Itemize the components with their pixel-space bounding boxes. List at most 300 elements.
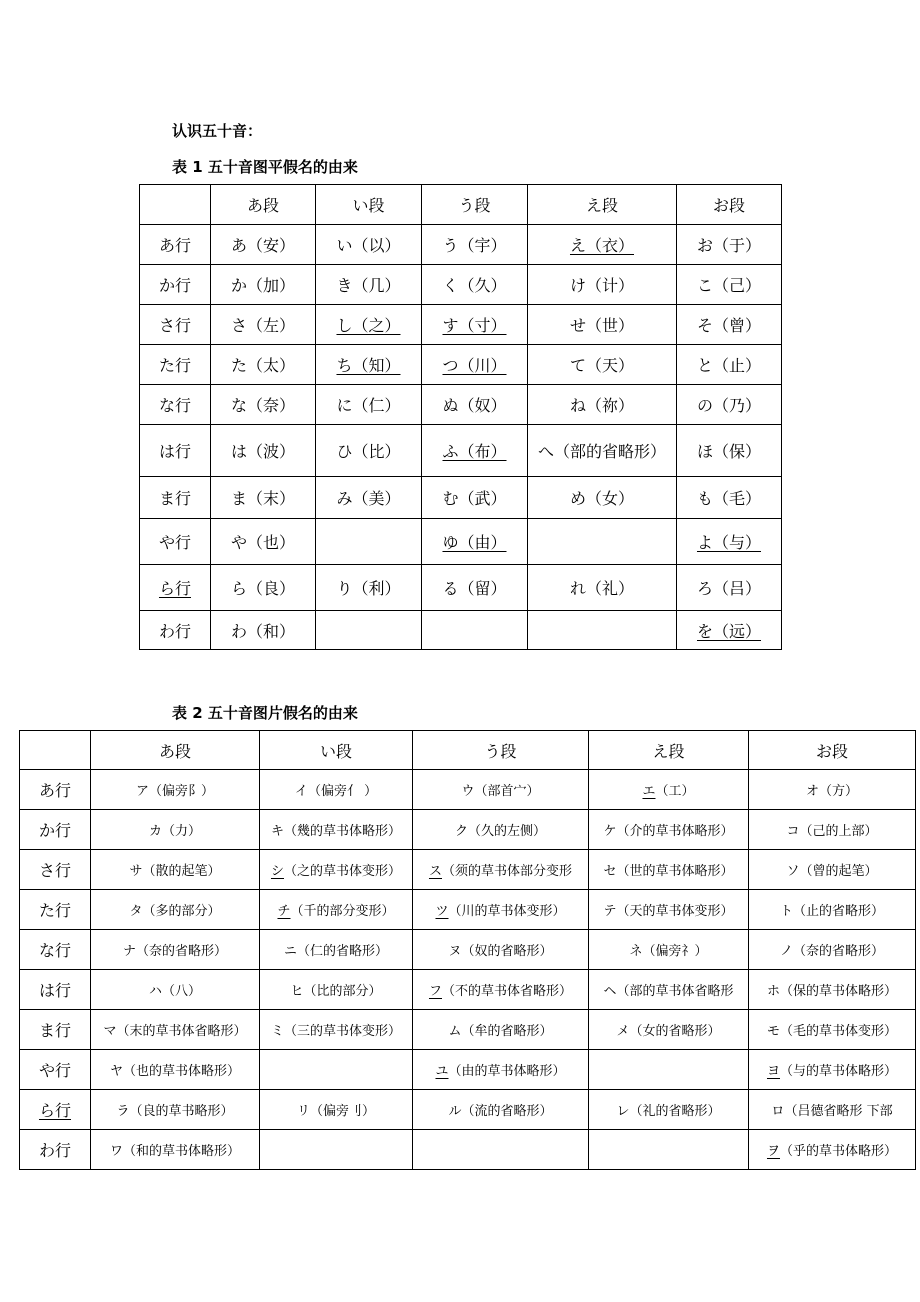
row-label-text: さ行 [158,316,191,335]
katakana-origin-note: （仁的省略形） [297,944,389,959]
katakana-origin-note: （不的草书体省略形） [442,984,573,999]
table2-cell [91,810,260,850]
katakana-char: ス [428,864,442,879]
hiragana-origin: ち（知） [336,356,401,375]
hiragana-origin: か（加） [230,276,295,295]
table1-cell [211,519,316,565]
table2-cell [589,1050,749,1090]
table1-cell [677,425,782,477]
katakana-char: モ [766,1024,780,1039]
row-label-text: な行 [158,396,191,415]
katakana-origin-note: （世的草书体略形） [616,864,734,879]
hiragana-origin: ひ（比） [336,442,401,461]
katakana-char: ロ [771,1104,785,1119]
table1-row [140,265,782,305]
katakana-char: レ [616,1104,630,1119]
row-label-text: わ行 [38,1141,71,1160]
table2-row-label [20,930,91,970]
katakana-char: ヲ [766,1144,780,1159]
katakana-origin-note: （偏旁亻 ） [307,784,378,799]
katakana-origin-note: （毛的草书体变形） [780,1024,898,1039]
table1-row-label [140,385,211,425]
hiragana-origin: え（衣） [569,236,634,255]
katakana-char: ヌ [448,944,462,959]
katakana-origin-note: （止的省略形） [793,904,885,919]
hiragana-origin: せ（世） [569,316,634,335]
katakana-origin-note: （天的草书体变形） [616,904,734,919]
row-label-text: は行 [158,442,191,461]
row-label-text: ま行 [38,1021,71,1040]
table1-cell [316,425,422,477]
table1-row-label [140,425,211,477]
table1-cell [316,611,422,650]
table2-cell [91,1050,260,1090]
table2-row-label [20,850,91,890]
table2-row-label [20,770,91,810]
katakana-char: マ [103,1024,117,1039]
katakana-origin-note: （久的左侧） [468,824,547,839]
katakana-char: ヨ [766,1064,780,1079]
katakana-origin-note: （多的部分） [142,904,221,919]
table2-cell [413,930,589,970]
katakana-char: セ [603,864,617,879]
table2-row [20,810,916,850]
katakana-origin-note: （曾的起笔） [799,864,878,879]
hiragana-origin: よ（与） [696,533,761,552]
table2-row [20,970,916,1010]
katakana-origin-note: （保的草书体略形） [780,984,898,999]
table2-cell [589,770,749,810]
table1-header-cell: お段 [677,185,782,225]
katakana-origin-note: （千的部分变形） [290,904,395,919]
table2-row [20,930,916,970]
table2-caption: 表 2 五十音图片假名的由来 [172,704,358,722]
katakana-char: ト [779,904,793,919]
katakana-char: タ [129,904,143,919]
table1-cell [316,477,422,519]
table1-row-label [140,305,211,345]
katakana-char: ウ [461,784,475,799]
table2-row [20,1130,916,1170]
hiragana-origin-table [139,184,782,650]
table2-cell [413,1130,589,1170]
table1-cell [316,385,422,425]
table2-cell [589,810,749,850]
hiragana-origin: つ（川） [442,356,507,375]
table2-cell [260,810,413,850]
katakana-char: キ [270,824,284,839]
table1-cell [211,565,316,611]
table2-cell [589,850,749,890]
hiragana-origin: さ（左） [230,316,295,335]
katakana-origin-note: （乎的草书体略形） [780,1144,898,1159]
table1-cell [316,345,422,385]
katakana-char: ム [448,1024,462,1039]
hiragana-origin: も（毛） [696,489,761,508]
katakana-origin-note: （奈的省略形） [793,944,885,959]
table2-row-label [20,1090,91,1130]
table2-cell [589,1010,749,1050]
table2-cell [91,930,260,970]
katakana-origin-note: （偏旁礻） [642,944,708,959]
table2-cell [589,970,749,1010]
katakana-origin-note: （偏旁刂） [310,1104,376,1119]
table2-cell [91,1010,260,1050]
table1-cell [422,425,528,477]
row-label-text: は行 [38,981,71,1000]
row-label-text: さ行 [38,861,71,880]
table1-header-cell [140,185,211,225]
table1-cell [211,611,316,650]
table1-cell [528,519,677,565]
hiragana-origin: の（乃） [696,396,761,415]
table1-cell [528,611,677,650]
table2-cell [749,1050,916,1090]
katakana-char: ラ [116,1104,130,1119]
table1-cell [422,265,528,305]
katakana-char: ヒ [290,984,304,999]
table2-row-label [20,970,91,1010]
table1-cell [422,611,528,650]
katakana-char: フ [428,984,442,999]
table2-cell [749,970,916,1010]
katakana-origin-note: （也的草书体略形） [123,1064,241,1079]
hiragana-origin: あ（安） [230,236,295,255]
hiragana-origin: ね（祢） [569,396,634,415]
hiragana-origin: へ（部的省略形） [537,442,666,461]
table2-cell [749,1130,916,1170]
table1-header-row [140,185,782,225]
katakana-origin-note: （方） [819,784,859,799]
table1-caption: 表 1 五十音图平假名的由来 [172,158,358,176]
table2-cell [91,850,260,890]
table1-header-cell: う段 [422,185,528,225]
katakana-origin-note: （部的草书体省略形 [616,984,734,999]
row-label-text: あ行 [38,781,71,800]
table2-cell [413,770,589,810]
katakana-origin-note: （力） [162,824,202,839]
table1-cell [677,611,782,650]
table1-cell [677,519,782,565]
table2-header-row [20,731,916,770]
table2-row-label [20,810,91,850]
table2-cell [413,850,589,890]
table2-cell [260,1050,413,1090]
hiragana-origin: ぬ（奴） [442,396,507,415]
table1-cell [211,477,316,519]
katakana-origin-note: （幾的草书体略形） [284,824,402,839]
hiragana-origin: れ（礼） [569,579,634,598]
table2-header-cell: う段 [413,731,589,770]
hiragana-origin: ら（良） [230,579,295,598]
hiragana-origin: と（止） [696,356,761,375]
table1-cell [528,225,677,265]
table1-cell [422,305,528,345]
katakana-origin-note: （与的草书体略形） [780,1064,898,1079]
hiragana-origin: て（天） [569,356,634,375]
table2-header-cell [20,731,91,770]
table1-cell [316,225,422,265]
table1-cell [528,477,677,519]
table2-cell [749,1090,916,1130]
katakana-char: ワ [109,1144,123,1159]
table2-cell [749,1010,916,1050]
table1-cell [316,305,422,345]
katakana-char: ナ [122,944,136,959]
katakana-origin-note: （末的草书体省略形） [116,1024,247,1039]
table2-cell [749,890,916,930]
hiragana-origin: お（于） [696,236,761,255]
katakana-char: ク [454,824,468,839]
table1-cell [677,385,782,425]
table1-cell [422,385,528,425]
table2-cell [260,1130,413,1170]
table2-row [20,850,916,890]
katakana-char: コ [786,824,800,839]
table2-cell [413,1050,589,1090]
katakana-origin-note: （八） [162,984,202,999]
hiragana-origin: こ（己） [696,276,761,295]
table2-header-cell: え段 [589,731,749,770]
table1-cell [677,265,782,305]
katakana-origin-note: （部首宀） [474,784,540,799]
hiragana-origin: り（利） [336,579,401,598]
row-label-text: か行 [38,821,71,840]
table2-cell [91,770,260,810]
table2-cell [413,890,589,930]
katakana-char: リ [296,1104,310,1119]
table1-header-cell: あ段 [211,185,316,225]
table1-cell [677,345,782,385]
table1-cell [211,425,316,477]
table1-row-label [140,477,211,519]
table2-cell [260,1090,413,1130]
katakana-origin-note: （工） [655,784,695,799]
hiragana-origin: ほ（保） [696,442,761,461]
row-label-text: ら行 [158,579,191,598]
table2-row-label [20,1050,91,1090]
table2-cell [260,850,413,890]
hiragana-origin: を（远） [696,621,761,641]
katakana-origin-note: （礼的省略形） [629,1104,721,1119]
katakana-char: テ [603,904,617,919]
table2-header-cell: あ段 [91,731,260,770]
table2-row [20,770,916,810]
table1-cell [677,305,782,345]
table1-row [140,477,782,519]
table1-row-label [140,265,211,305]
row-label-text: わ行 [158,621,191,641]
table2-cell [413,970,589,1010]
table2-row [20,1050,916,1090]
table2-cell [413,1010,589,1050]
hiragana-origin: う（宇） [442,236,507,255]
hiragana-origin: け（计） [569,276,634,295]
hiragana-origin: な（奈） [230,396,295,415]
table1-cell [422,225,528,265]
hiragana-origin: き（几） [336,276,401,295]
katakana-origin-note: （女的省略形） [629,1024,721,1039]
hiragana-origin: い（以） [336,236,401,255]
table1-cell [422,565,528,611]
table2-cell [749,930,916,970]
table1-row-label [140,519,211,565]
table1-row [140,611,782,650]
table1-cell [528,565,677,611]
row-label-text: か行 [158,276,191,295]
table1-cell [211,345,316,385]
table1-row [140,225,782,265]
table1-row [140,385,782,425]
katakana-char: カ [148,824,162,839]
table1-row [140,425,782,477]
table1-row [140,345,782,385]
katakana-origin-note: （奴的省略形） [461,944,553,959]
row-label-text: な行 [38,941,71,960]
katakana-origin-note: （介的草书体略形） [616,824,734,839]
katakana-char: エ [642,784,656,799]
hiragana-origin: ふ（布） [442,442,507,461]
table2-cell [589,1130,749,1170]
hiragana-origin: は（波） [230,442,295,461]
hiragana-origin: み（美） [336,489,401,508]
table2-row [20,890,916,930]
table2-cell [749,810,916,850]
table1-cell [528,265,677,305]
table1-cell [211,265,316,305]
table2-cell [260,890,413,930]
katakana-char: ハ [148,984,162,999]
table2-cell [589,890,749,930]
katakana-char: サ [129,864,143,879]
katakana-char: ソ [786,864,800,879]
table1-cell [528,425,677,477]
table1-cell [211,385,316,425]
katakana-char: ノ [779,944,793,959]
katakana-char: ヘ [603,984,617,999]
table1-row-label [140,345,211,385]
table2-row-label [20,1130,91,1170]
hiragana-origin: め（女） [569,489,634,508]
row-label-text: あ行 [158,236,191,255]
table2-cell [260,970,413,1010]
katakana-char: チ [277,904,291,919]
katakana-origin-note: （散的起笔） [142,864,221,879]
table2-cell [413,1090,589,1130]
katakana-origin-note: （比的部分） [303,984,382,999]
katakana-origin-note: （须的草书体部分变形 [442,864,573,879]
katakana-char: ア [135,784,149,799]
row-label-text: ら行 [38,1101,71,1120]
katakana-origin-note: （奈的省略形） [136,944,228,959]
katakana-char: ユ [435,1064,449,1079]
katakana-origin-table [19,730,916,1170]
table1-cell [422,519,528,565]
katakana-char: オ [805,784,819,799]
table1-cell [528,345,677,385]
hiragana-origin: ろ（吕） [696,579,761,598]
katakana-origin-note: （己的上部） [799,824,878,839]
hiragana-origin: た（太） [230,356,295,375]
hiragana-origin: そ（曾） [696,316,761,335]
katakana-char: ミ [270,1024,284,1039]
table1-header-cell: え段 [528,185,677,225]
table2-row-label [20,890,91,930]
table1-cell [677,477,782,519]
row-label-text: た行 [38,901,71,920]
table2-cell [91,890,260,930]
katakana-origin-note: （由的草书体略形） [448,1064,566,1079]
katakana-char: ツ [435,904,449,919]
katakana-origin-note: （吕德省略形 下部 [784,1104,893,1119]
row-label-text: ま行 [158,489,191,508]
katakana-origin-note: （牟的省略形） [461,1024,553,1039]
table2-cell [260,770,413,810]
table1-cell [528,385,677,425]
hiragana-origin: す（寸） [442,316,507,335]
katakana-origin-note: （川的草书体变形） [448,904,566,919]
intro-heading: 认识五十音： [172,122,263,140]
table2-row [20,1010,916,1050]
row-label-text: や行 [38,1061,71,1080]
katakana-origin-note: （偏旁阝） [149,784,215,799]
table1-cell [422,345,528,385]
katakana-origin-note: （良的草书略形） [129,1104,234,1119]
table1-row [140,305,782,345]
table1-cell [422,477,528,519]
table1-cell [316,265,422,305]
table2-header-cell: お段 [749,731,916,770]
hiragana-origin: る（留） [442,579,507,598]
katakana-char: ヤ [109,1064,123,1079]
katakana-char: ケ [603,824,617,839]
katakana-origin-note: （和的草书体略形） [123,1144,241,1159]
table1-cell [211,225,316,265]
table1-cell [316,565,422,611]
table1-row-label [140,611,211,650]
katakana-origin-note: （三的草书体变形） [284,1024,402,1039]
table1-cell [316,519,422,565]
katakana-char: ホ [766,984,780,999]
katakana-origin-note: （流的省略形） [461,1104,553,1119]
katakana-char: メ [616,1024,630,1039]
katakana-char: ニ [283,944,297,959]
table2-cell [91,1090,260,1130]
hiragana-origin: や（也） [230,533,295,552]
table1-row-label [140,225,211,265]
hiragana-origin: ゆ（由） [442,533,507,552]
table1-row [140,565,782,611]
hiragana-origin: わ（和） [230,621,295,641]
row-label-text: た行 [158,356,191,375]
table1-cell [677,225,782,265]
table1-cell [528,305,677,345]
table2-cell [589,930,749,970]
hiragana-origin: く（久） [442,276,507,295]
row-label-text: や行 [158,533,191,552]
table1-cell [677,565,782,611]
table2-cell [260,930,413,970]
katakana-origin-note: （之的草书体变形） [284,864,402,879]
hiragana-origin: に（仁） [336,396,401,415]
table1-row-label [140,565,211,611]
hiragana-origin: し（之） [336,316,401,335]
table2-cell [749,770,916,810]
table2-cell [589,1090,749,1130]
table1-header-cell: い段 [316,185,422,225]
table1-row [140,519,782,565]
hiragana-origin: ま（末） [230,489,295,508]
